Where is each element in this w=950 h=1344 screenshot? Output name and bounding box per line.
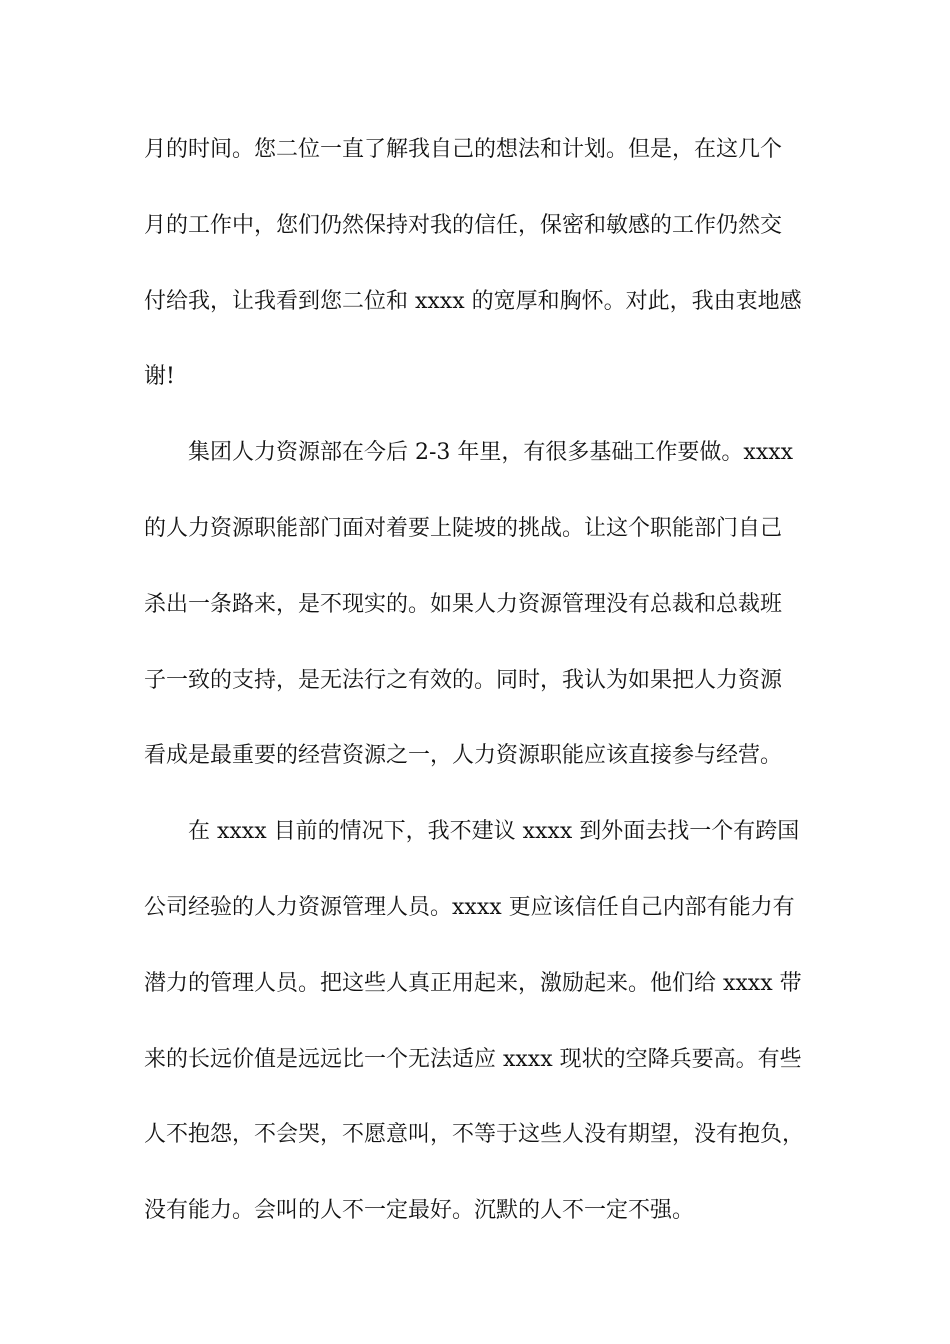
paragraph-start-line: 在 xxxx 目前的情况下，我不建议 xxxx 到外面去找一个有跨国 xyxy=(188,819,800,845)
text-line: 的人力资源职能部门面对着要上陡坡的挑战。让这个职能部门自己 xyxy=(144,515,783,541)
paragraph-start-line: 集团人力资源部在今后 2-3 年里，有很多基础工作要做。xxxx xyxy=(188,440,794,466)
text-line: 没有能力。会叫的人不一定最好。沉默的人不一定不强。 xyxy=(144,1198,695,1224)
text-line: 看成是最重要的经营资源之一，人力资源职能应该直接参与经营。 xyxy=(144,743,783,769)
text-line: 潜力的管理人员。把这些人真正用起来，激励起来。他们给 xxxx 带 xyxy=(144,970,802,996)
text-line: 月的时间。您二位一直了解我自己的想法和计划。但是，在这几个 xyxy=(144,137,783,162)
text-line: 月的工作中，您们仍然保持对我的信任，保密和敏感的工作仍然交 xyxy=(144,212,783,238)
text-line: 来的长远价值是远远比一个无法适应 xxxx 现状的空降兵要高。有些 xyxy=(144,1046,802,1072)
text-line: 人不抱怨，不会哭，不愿意叫，不等于这些人没有期望，没有抱负， xyxy=(144,1122,805,1148)
text-line: 子一致的支持，是无法行之有效的。同时，我认为如果把人力资源 xyxy=(144,667,783,693)
text-line: 公司经验的人力资源管理人员。xxxx 更应该信任自己内部有能力有 xyxy=(144,894,795,920)
text-line: 付给我，让我看到您二位和 xxxx 的宽厚和胸怀。对此，我由衷地感 xyxy=(144,288,802,314)
body-text xyxy=(144,128,834,1265)
text-line: 谢! xyxy=(144,364,175,390)
text-line: 杀出一条路来，是不现实的。如果人力资源管理没有总裁和总裁班 xyxy=(144,591,783,617)
